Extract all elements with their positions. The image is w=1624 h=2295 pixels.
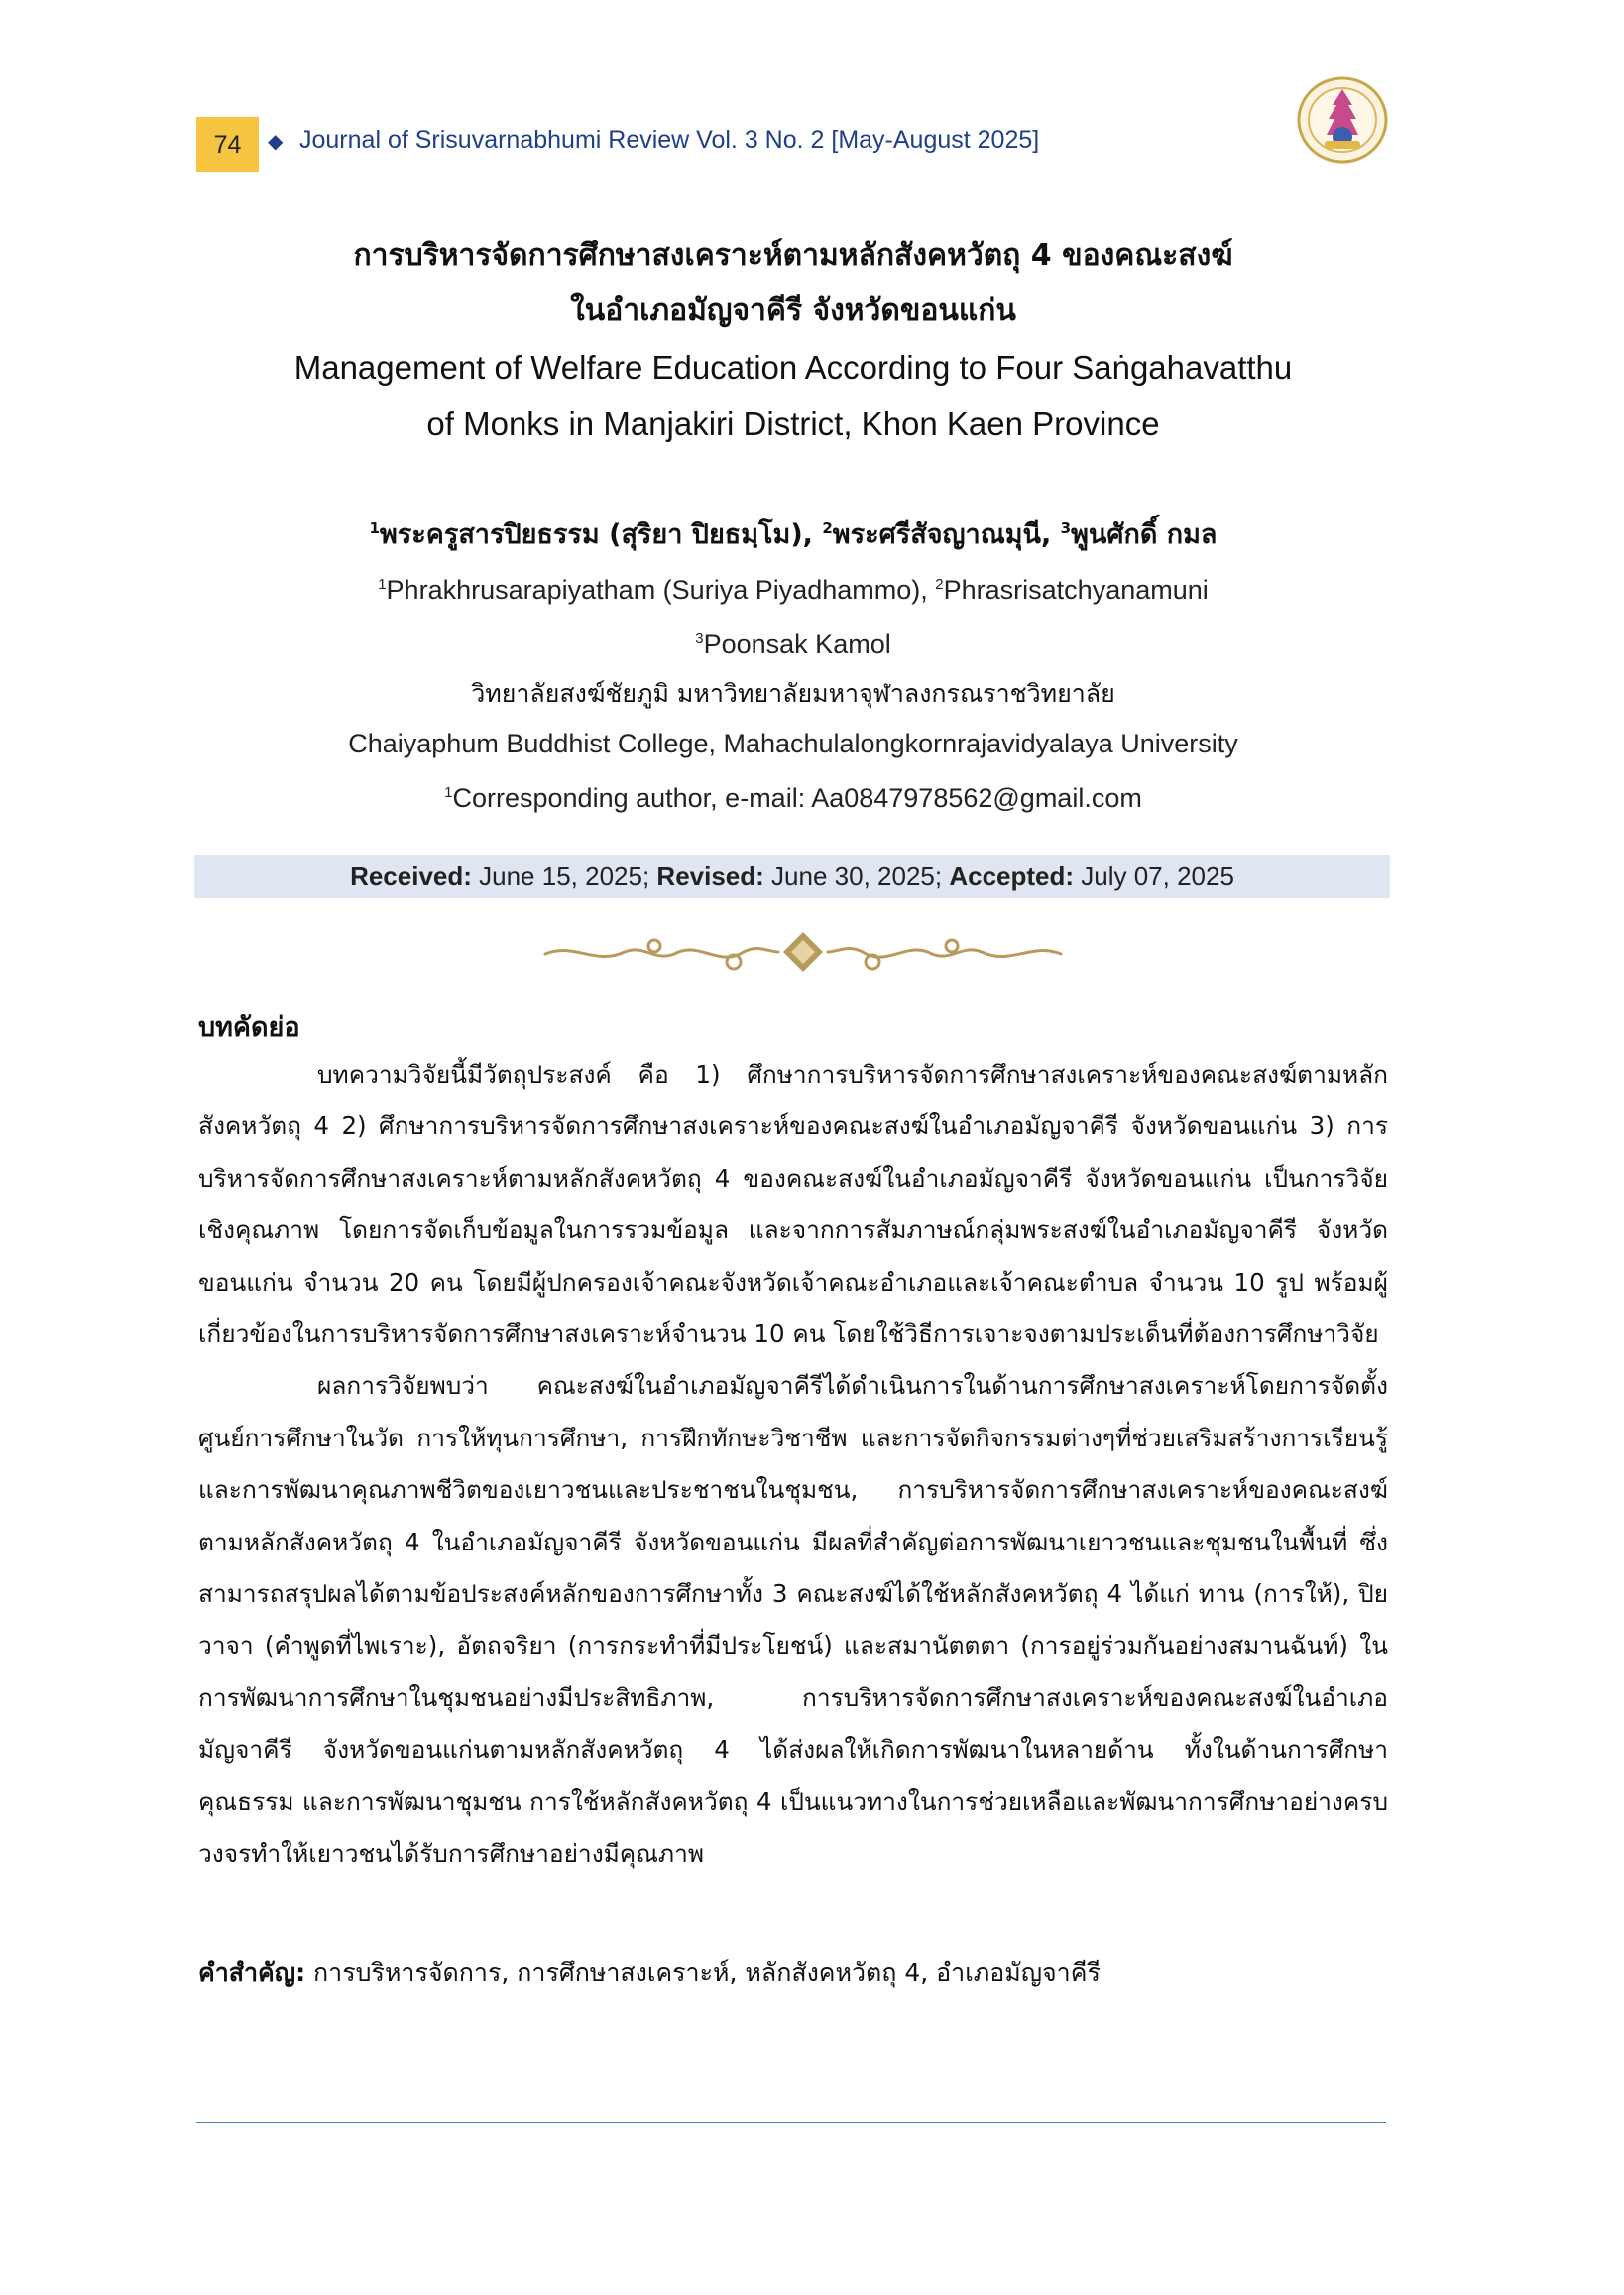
- accepted-label: Accepted:: [949, 861, 1075, 891]
- author-3-en-sup: 3: [695, 631, 704, 647]
- author-1-sup: 1: [369, 519, 380, 537]
- diamond-bullet-icon: ◆: [268, 129, 284, 153]
- authors-english-line2: [198, 615, 1388, 669]
- author-2-sup: 2: [822, 519, 833, 537]
- author-3-english: Poonsak Kamol: [703, 630, 891, 659]
- keywords: [198, 1953, 1388, 1993]
- keywords-label: คำสำคัญ:: [198, 1958, 306, 1987]
- keywords-text: การบริหารจัดการ, การศึกษาสงเคราะห์, หลักสังคหวัตถุ 4, อำเภอมัญจาคีรี: [313, 1958, 1101, 1987]
- publication-dates: [194, 855, 1390, 898]
- title-english: [198, 339, 1388, 452]
- author-1-en-sup: 1: [378, 576, 387, 593]
- revised-label: Revised:: [656, 861, 764, 891]
- title-english-line1: Management of Welfare Education According to Four Saṅgahavatthu: [293, 349, 1293, 386]
- accepted-date: July 07, 2025: [1081, 861, 1234, 891]
- abstract-paragraph-2: ผลการวิจัยพบว่า คณะสงฆ์ในอำเภอมัญจาคีรีได้ดำเนินการในด้านการศึกษาสงเคราะห์โดยการจัดตั้งศูนย์การศึกษาในวัด การให้ทุนการศึกษา, การฝึกทักษะวิชาชีพ และการจัดกิจกรรมต่างๆที่ช่วยเสริมสร้างการเรียนรู้และการพัฒนาคุณภาพชีวิตของเยาวชนและประชาชนในชุมชน, การบริหารจัดการศึกษาสงเคราะห์ของคณะสงฆ์ตามหลักสังคหวัตถุ 4 ในอำเภอมัญจาคีรี จังหวัดขอนแก่น มีผลที่สำคัญต่อการพัฒนาเยาวชนและชุมชนในพื้นที่ ซึ่งสามารถสรุปผลได้ตามข้อประสงค์หลักของการศึกษาทั้ง 3 คณะสงฆ์ได้ใช้หลักสังคหวัตถุ 4 ได้แก่ ทาน (การให้), ปิยวาจา (คำพูดที่ไพเราะ), อัตถจริยา (การกระทำที่มีประโยชน์) และสมานัตตตา (การอยู่ร่วมกันอย่างสมานฉันท์) ในการพัฒนาการศึกษาในชุมชนอย่างมีประสิทธิภาพ, การบริหารจัดการศึกษาสงเคราะห์ของคณะสงฆ์ในอำเภอมัญจาคีรี จังหวัดขอนแก่นตามหลักสังคหวัตถุ 4 ได้ส่งผลให้เกิดการพัฒนาในหลายด้าน ทั้งในด้านการศึกษา คุณธรรม และการพัฒนาชุมชน การใช้หลักสังคหวัตถุ 4 เป็นแนวทางในการช่วยเหลือและพัฒนาการศึกษาอย่างครบวงจรทำให้เยาวชนได้รับการศึกษาอย่างมีคุณภาพ: [198, 1371, 1388, 1869]
- abstract-body: [198, 1049, 1388, 1881]
- abstract-paragraph-1: บทความวิจัยนี้มีวัตถุประสงค์ คือ 1) ศึกษาการบริหารจัดการศึกษาสงเคราะห์ของคณะสงฆ์ตามหลักสังคหวัตถุ 4 2) ศึกษาการบริหารจัดการศึกษาสงเคราะห์ของคณะสงฆ์ในอำเภอมัญจาคีรี จังหวัดขอนแก่น 3) การบริหารจัดการศึกษาสงเคราะห์ตามหลักสังคหวัตถุ 4 ของคณะสงฆ์ในอำเภอมัญจาคีรี จังหวัดขอนแก่น เป็นการวิจัยเชิงคุณภาพ โดยการจัดเก็บข้อมูลในการรวมข้อมูล และจากการสัมภาษณ์กลุ่มพระสงฆ์ในอำเภอมัญจาคีรี จังหวัดขอนแก่น จำนวน 20 คน โดยมีผู้ปกครองเจ้าคณะจังหวัดเจ้าคณะอำเภอและเจ้าคณะตำบล จำนวน 10 รูป พร้อมผู้เกี่ยวข้องในการบริหารจัดการศึกษาสงเคราะห์จำนวน 10 คน โดยใช้วิธีการเจาะจงตามประเด็นที่ต้องการศึกษาวิจัย: [198, 1060, 1388, 1349]
- corresponding-author: [198, 768, 1388, 823]
- corresponding-text: Corresponding author, e-mail: Aa0847978562@gmail.com: [452, 783, 1142, 813]
- authors-thai: [198, 504, 1388, 560]
- authors-english-line1: [198, 560, 1388, 615]
- author-1-english: Phrakhrusarapiyatham (Suriya Piyadhammo),: [386, 575, 928, 605]
- title-thai-line1: การบริหารจัดการศึกษาสงเคราะห์ตามหลักสังคหวัตถุ 4 ของคณะสงฆ์: [353, 238, 1233, 273]
- author-3-thai: พูนศักดิ์ กมล: [1071, 519, 1218, 550]
- author-1-thai: พระครูสารปิยธรรม (สุริยา ปิยธมฺโม),: [379, 519, 813, 550]
- abstract-heading: บทคัดย่อ: [198, 1012, 300, 1043]
- author-3-sup: 3: [1060, 519, 1072, 537]
- title-thai: [198, 228, 1388, 339]
- title-thai-line2: ในอำเภอมัญจาคีรี จังหวัดขอนแก่น: [570, 293, 1016, 328]
- decorative-ornament-icon: [535, 922, 1071, 981]
- author-block: [198, 504, 1388, 823]
- received-date: June 15, 2025;: [479, 861, 650, 891]
- author-2-en-sup: 2: [935, 576, 944, 593]
- corresponding-sup: 1: [444, 784, 453, 801]
- university-seal-icon: [1295, 75, 1390, 165]
- revised-date: June 30, 2025;: [771, 861, 943, 891]
- affiliation-english: Chaiyaphum Buddhist College, Mahachulalongkornrajavidyalaya University: [348, 729, 1238, 758]
- received-label: Received:: [350, 861, 472, 891]
- journal-title: Journal of Srisuvarnabhumi Review Vol. 3 No. 2 [May-August 2025]: [299, 126, 1040, 154]
- title-english-line2: of Monks in Manjakiri District, Khon Kaen Province: [426, 405, 1160, 442]
- page-number-text: 74: [213, 130, 242, 159]
- page-number: [196, 117, 259, 172]
- affiliation-thai: วิทยาลัยสงฆ์ชัยภูมิ มหาวิทยาลัยมหาจุฬาลงกรณราชวิทยาลัย: [471, 679, 1115, 708]
- author-2-thai: พระศรีสัจญาณมุนี,: [832, 519, 1052, 550]
- author-2-english: Phrasrisatchyanamuni: [943, 575, 1209, 605]
- footer-divider: [196, 2122, 1386, 2123]
